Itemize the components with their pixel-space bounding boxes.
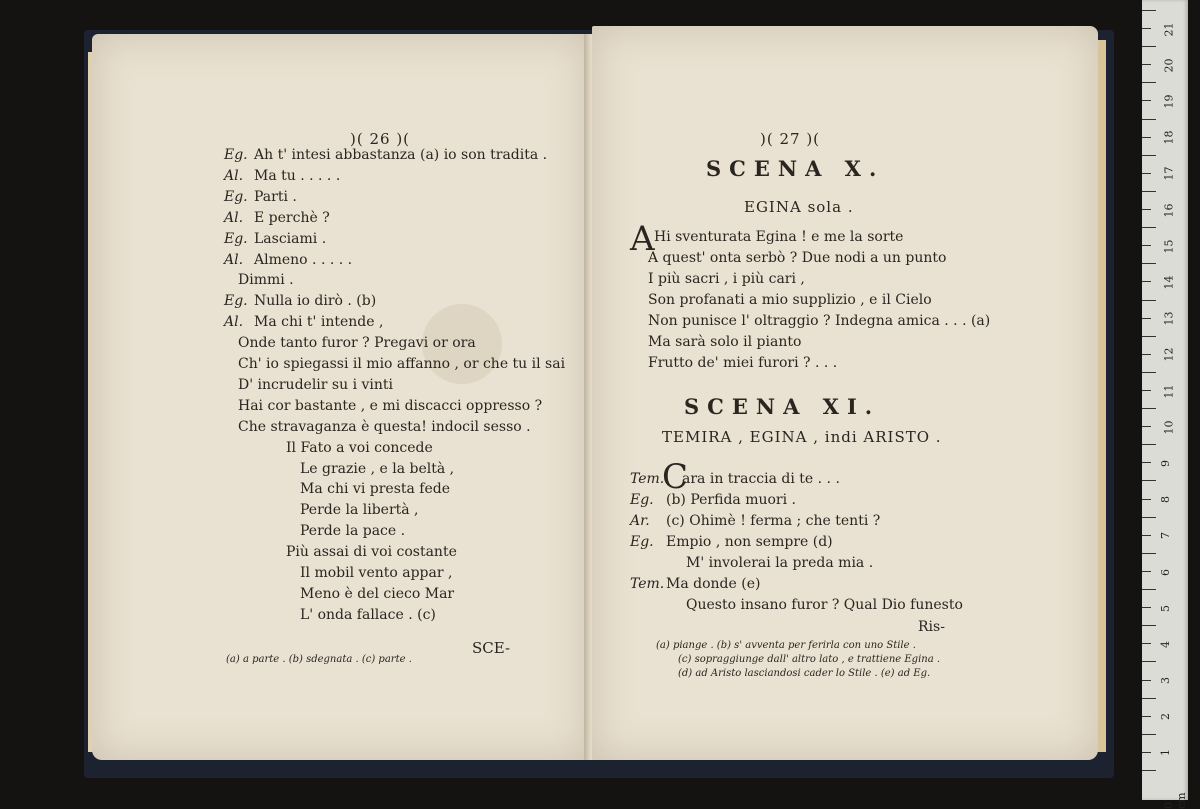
verse-line: Ma sarà solo il pianto [648,334,802,350]
speaker-label: Eg. [630,492,654,508]
footnote-line: (c) sopraggiunge dall' altro lato , e trattiene Egina . [678,654,941,665]
verse-text: Onde tanto furor ? Pregavi or ora [238,335,476,352]
ruler-half-tick [1142,499,1151,500]
ruler-half-tick [1142,607,1151,608]
speaker-label: Eg. [630,534,654,550]
ruler-cm-tick [1142,191,1156,192]
ruler-cm-tick [1142,46,1156,47]
verse-text: Questo insano furor ? Qual Dio funesto [686,597,963,613]
ruler-number: 3 [1159,677,1172,685]
verse-line: I più sacri , i più cari , [648,271,805,287]
verse-line [224,313,383,331]
scene-xi-persons: TEMIRA , EGINA , indi ARISTO . [662,428,942,446]
verse-line [630,575,760,593]
verse-line [224,251,352,269]
ruler-half-tick [1142,462,1151,463]
verse-text: Ma chi t' intende , [254,314,384,331]
speaker-label: Al. [224,314,244,331]
ruler-half-tick [1142,354,1151,355]
ruler-number: 16 [1162,203,1176,218]
verse-text: L' onda fallace . (c) [300,606,436,623]
ruler-half-tick [1142,28,1151,29]
verse-text: Perde la pace . [300,523,406,540]
speaker-label: Eg. [224,230,248,247]
verse-line [238,271,294,289]
speaker-label: Tem. [630,576,665,592]
ruler-cm-tick [1142,734,1156,735]
verse-line [238,397,542,415]
scene-x-drop-capital: A [630,219,655,259]
right-page [592,26,1098,760]
verse-line [630,596,963,614]
verse-line [630,512,880,530]
verse-text: Nulla io dirò . (b) [254,293,377,310]
verse-line [300,501,419,519]
verse-line [300,606,436,624]
ruler-number: 20 [1162,58,1176,73]
ruler-half-tick [1142,137,1151,138]
speaker-label: Al. [224,209,244,226]
ruler-number: 18 [1162,130,1176,145]
left-folio: )( 26 )( [350,130,411,148]
speaker-label: Ar. [630,513,650,529]
ruler-cm-tick [1142,227,1156,228]
ruler-cm-tick [1142,155,1156,156]
verse-text: Empio , non sempre (d) [666,534,833,550]
ruler-cm-tick [1142,82,1156,83]
verse-text: Il mobil vento appar , [300,565,453,581]
verse-line [286,439,433,457]
scene-xi-title: SCENA XI. [684,394,881,419]
ruler-number: 1 [1159,749,1172,757]
scene-xi-drop-capital: C [662,457,689,497]
verse-text: E perchè ? [254,209,330,226]
ruler-number: 6 [1159,568,1172,576]
speaker-label: Eg. [224,188,248,205]
left-footnote: (a) a parte . (b) sdegnata . (c) parte . [226,654,412,665]
verse-line [224,146,547,164]
verse-text: Le grazie , e la beltà , [300,460,455,477]
ruler-cm-tick [1142,300,1156,301]
verse-line [224,167,340,185]
verse-line [300,585,454,603]
ruler-half-tick [1142,716,1151,717]
verse-text: (b) Perfida muori . [666,492,796,508]
ruler-half-tick [1142,680,1151,681]
ruler-cm-tick [1142,770,1156,771]
ruler-cm-tick [1142,444,1156,445]
verse-line [238,355,565,373]
ruler-half-tick [1142,281,1151,282]
ruler-number: 0 cm [1162,792,1188,809]
verse-line [224,209,330,227]
verse-text: Ah t' intesi abbastanza (a) io son tradita . [254,147,548,163]
verse-line [300,460,454,478]
ruler-number: 9 [1159,459,1172,467]
ruler-half-tick [1142,426,1151,427]
verse-line [300,564,452,582]
verse-text: M' involerai la preda mia . [686,555,874,571]
verse-text: Che stravaganza è questa! indocil sesso . [238,418,531,435]
right-catchword: Ris- [918,619,945,635]
verse-line [630,533,833,551]
ruler-number: 5 [1159,604,1172,612]
verse-line [286,543,457,561]
ruler-number: 7 [1159,532,1172,540]
ruler-cm-tick [1142,480,1156,481]
verse-text: Ma tu . . . . . [254,167,341,184]
footnote-line: (a) piange . (b) s' avventa per ferirla con uno Stile . [656,640,916,651]
verse-line [300,522,405,540]
ruler-cm-tick [1142,661,1156,662]
ruler-cm-tick [1142,625,1156,626]
ruler-number: 4 [1159,640,1172,648]
verse-line [224,188,297,206]
ruler-number: 12 [1162,347,1176,362]
ruler-cm-tick [1142,553,1156,554]
verse-text: Meno è del cieco Mar [300,585,455,602]
ruler-number: 14 [1162,275,1176,290]
ruler-half-tick [1142,390,1151,391]
verse-text: Ma donde (e) [666,576,761,592]
verse-line [224,292,376,310]
measuring-ruler [1142,0,1188,809]
right-folio: )( 27 )( [760,130,821,148]
verse-line: A quest' onta serbò ? Due nodi a un punto [648,250,947,266]
verse-line [630,554,873,572]
verse-text: Più assai di voi costante [286,544,457,561]
verse-line [630,491,796,509]
left-page [92,34,588,760]
ruler-number: 8 [1159,496,1172,504]
left-catchword: SCE- [472,639,511,657]
ruler-half-tick [1142,318,1151,319]
ruler-number: 10 [1162,420,1176,435]
speaker-label: Tem. [630,471,665,487]
speaker-label: Eg. [224,147,248,163]
verse-text: Ma chi vi presta fede [300,481,451,498]
verse-line [238,334,476,352]
ruler-cm-tick [1142,10,1156,11]
ruler-number: 21 [1162,22,1176,37]
verse-text: Dimmi . [238,272,294,289]
ruler-cm-tick [1142,119,1156,120]
ruler-cm-tick [1142,372,1156,373]
ruler-half-tick [1142,245,1151,246]
ruler-half-tick [1142,173,1151,174]
footnote-line: (d) ad Aristo lasciandosi cader lo Stile . (e) ad Eg. [678,668,931,679]
ruler-half-tick [1142,64,1151,65]
ruler-cm-tick [1142,517,1156,518]
verse-line: Non punisce l' oltraggio ? Indegna amica . . . (a) [648,313,991,329]
ruler-number: 13 [1162,311,1176,326]
ruler-half-tick [1142,571,1151,572]
verse-text: (c) Ohimè ! ferma ; che tenti ? [666,513,881,529]
ruler-half-tick [1142,752,1151,753]
ruler-half-tick [1142,100,1151,101]
ruler-number: 15 [1162,239,1176,254]
ruler-half-tick [1142,643,1151,644]
speaker-label: Al. [224,167,244,184]
verse-text: Almeno . . . . . [254,251,353,268]
scene-x-title: SCENA X. [706,156,885,181]
ruler-number: 2 [1159,713,1172,721]
verse-text: ara in traccia di te . . . [682,471,840,487]
verse-line [238,418,531,436]
verse-text: Lasciami . [254,230,327,247]
verse-line [300,480,450,498]
ruler-half-tick [1142,535,1151,536]
verse-text: Il Fato a voi concede [286,439,433,456]
ruler-cm-tick [1142,263,1156,264]
verse-text: D' incrudelir su i vinti [238,376,393,393]
verse-line [224,230,326,248]
ruler-number: 17 [1162,166,1176,181]
ruler-number: 11 [1162,384,1176,399]
ruler-cm-tick [1142,408,1156,409]
speaker-label: Al. [224,251,244,268]
ruler-cm-tick [1142,589,1156,590]
verse-text: Parti . [254,188,297,205]
ruler-cm-tick [1142,698,1156,699]
verse-line [238,376,393,394]
ruler-number: 19 [1162,94,1176,109]
scene-x-persons: EGINA sola . [744,198,854,216]
verse-line: Son profanati a mio supplizio , e il Cielo [648,292,932,308]
verse-line: Frutto de' miei furori ? . . . [648,355,838,371]
verse-line [630,470,840,488]
verse-line: Hi sventurata Egina ! e me la sorte [654,229,904,245]
verse-text: Perde la libertà , [300,502,419,519]
speaker-label: Eg. [224,293,248,310]
ruler-cm-tick [1142,336,1156,337]
verse-text: Ch' io spiegassi il mio affanno , or che tu il sai [238,356,566,372]
ruler-half-tick [1142,209,1151,210]
verse-text: Hai cor bastante , e mi discacci oppresso ? [238,397,543,414]
